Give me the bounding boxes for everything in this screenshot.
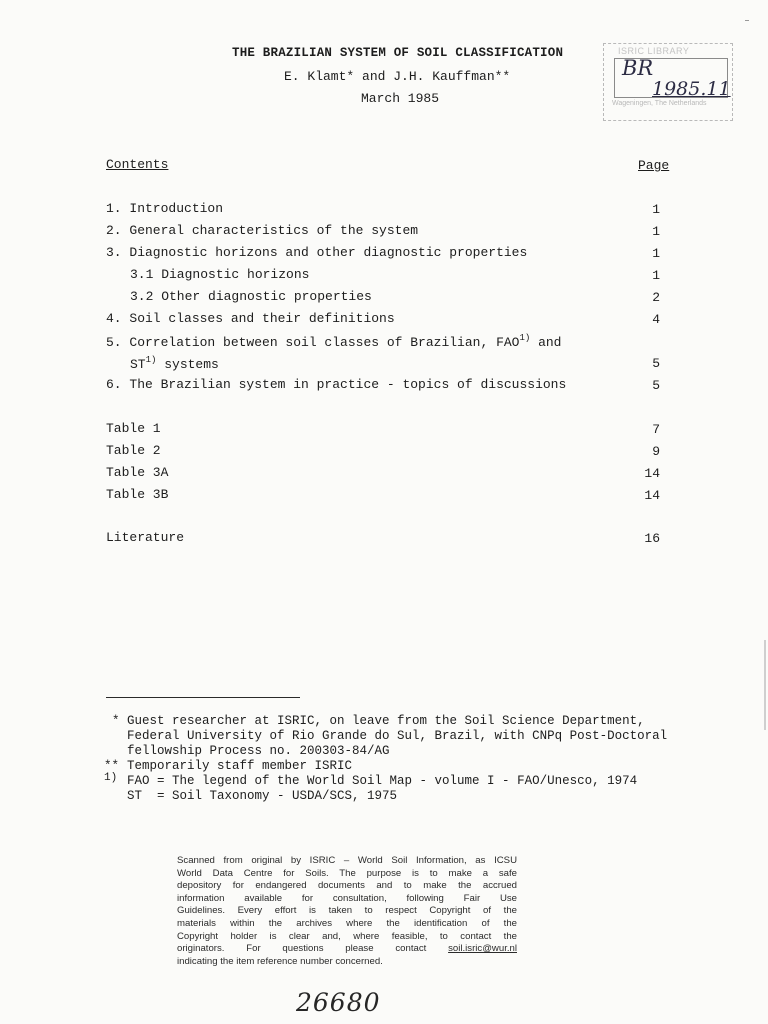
toc-entry-introduction: 1. Introduction: [106, 201, 224, 216]
footnote-fao: FAO = The legend of the World Soil Map - volume I - FAO/Unesco, 1974: [127, 774, 638, 788]
footnote-double-star-marker: **: [104, 759, 120, 773]
notice-line: materials within the archives where the identification of the: [177, 917, 517, 929]
toc-page: 1: [652, 268, 660, 283]
toc-page: 5: [652, 378, 660, 393]
toc-entry-correlation-end: and: [530, 335, 562, 350]
footnote-divider: [106, 697, 300, 698]
page-heading: Page: [638, 158, 670, 173]
toc-page: 4: [652, 312, 660, 327]
toc-entry-diagnostic-horizons: 3.1 Diagnostic horizons: [130, 267, 310, 282]
stamp-code: BR: [622, 56, 654, 80]
footnote-ref: 1): [519, 333, 531, 343]
toc-entry-practice: 6. The Brazilian system in practice - topics of discussions: [106, 377, 567, 392]
notice-line: depository for endangered documents and to make the accrued: [177, 880, 517, 892]
authors: E. Klamt* and J.H. Kauffman**: [284, 69, 511, 84]
toc-table-3a: Table 3A: [106, 465, 169, 480]
notice-line: Guidelines. Every effort is taken to respect Copyright of the: [177, 905, 517, 917]
footnote-star-line: Federal University of Rio Grande do Sul, Brazil, with CNPq Post-Doctoral: [127, 729, 668, 743]
notice-contact-line: [177, 943, 517, 956]
notice-line: Copyright holder is clear and, where feasible, to contact the: [177, 930, 517, 942]
scan-notice: [177, 855, 517, 968]
footnote-star-line: Guest researcher at ISRIC, on leave from the Soil Science Department,: [127, 714, 645, 728]
document-title: THE BRAZILIAN SYSTEM OF SOIL CLASSIFICATION: [232, 46, 564, 60]
contents-heading: Contents: [106, 157, 169, 172]
toc-page: 9: [652, 444, 660, 459]
notice-line: World Data Centre for Soils. The purpose is to make a safe: [177, 867, 517, 879]
scan-dot-mark: [745, 20, 749, 21]
toc-table-3b: Table 3B: [106, 487, 169, 502]
toc-entry-systems: systems: [156, 357, 219, 372]
scan-edge-mark: [764, 640, 766, 730]
stamp-small-text: Wageningen, The Netherlands: [612, 100, 707, 107]
toc-page: 7: [652, 422, 660, 437]
toc-page: 1: [652, 202, 660, 217]
toc-entry-correlation-main: 5. Correlation between soil classes of Brazilian, FAO: [106, 335, 520, 350]
handwritten-number: 26680: [296, 988, 381, 1017]
footnote-star-marker: *: [112, 714, 120, 728]
library-stamp: [603, 43, 733, 121]
toc-page: 1: [652, 246, 660, 261]
footnote-ref: 1): [145, 355, 157, 365]
toc-entry-diagnostic: 3. Diagnostic horizons and other diagnostic properties: [106, 245, 528, 260]
footnote-star-line: fellowship Process no. 200303-84/AG: [127, 744, 390, 758]
footnote-one-marker: 1): [104, 772, 118, 784]
toc-table-1: Table 1: [106, 421, 161, 436]
toc-entry-correlation: [106, 333, 562, 350]
stamp-number: 1985.11: [652, 78, 731, 100]
toc-page: 14: [644, 488, 660, 503]
toc-page: 14: [644, 466, 660, 481]
toc-table-2: Table 2: [106, 443, 161, 458]
notice-contact-text: originators. For questions please contact: [177, 943, 427, 955]
toc-page: 16: [644, 531, 660, 546]
toc-entry-st: ST: [130, 357, 146, 372]
toc-page: 2: [652, 290, 660, 305]
notice-line: Scanned from original by ISRIC – World Soil Information, as ICSU: [177, 855, 517, 866]
footnote-st: ST = Soil Taxonomy - USDA/SCS, 1975: [127, 789, 398, 803]
notice-line: indicating the item reference number concerned.: [177, 955, 383, 967]
toc-entry-other-properties: 3.2 Other diagnostic properties: [130, 289, 372, 304]
document-date: March 1985: [361, 91, 440, 106]
toc-entry-soil-classes: 4. Soil classes and their definitions: [106, 311, 395, 326]
toc-page: 5: [652, 356, 660, 371]
toc-page: 1: [652, 224, 660, 239]
notice-line: information available for consultation, following Fair Use: [177, 892, 517, 904]
toc-entry-general: 2. General characteristics of the system: [106, 223, 419, 238]
toc-literature: Literature: [106, 530, 185, 545]
toc-entry-correlation-cont: [130, 355, 219, 372]
stamp-library-label: ISRIC LIBRARY: [618, 46, 690, 56]
footnote-double-star-text: Temporarily staff member ISRIC: [127, 759, 353, 773]
contact-email-link[interactable]: soil.isric@wur.nl: [448, 943, 517, 955]
